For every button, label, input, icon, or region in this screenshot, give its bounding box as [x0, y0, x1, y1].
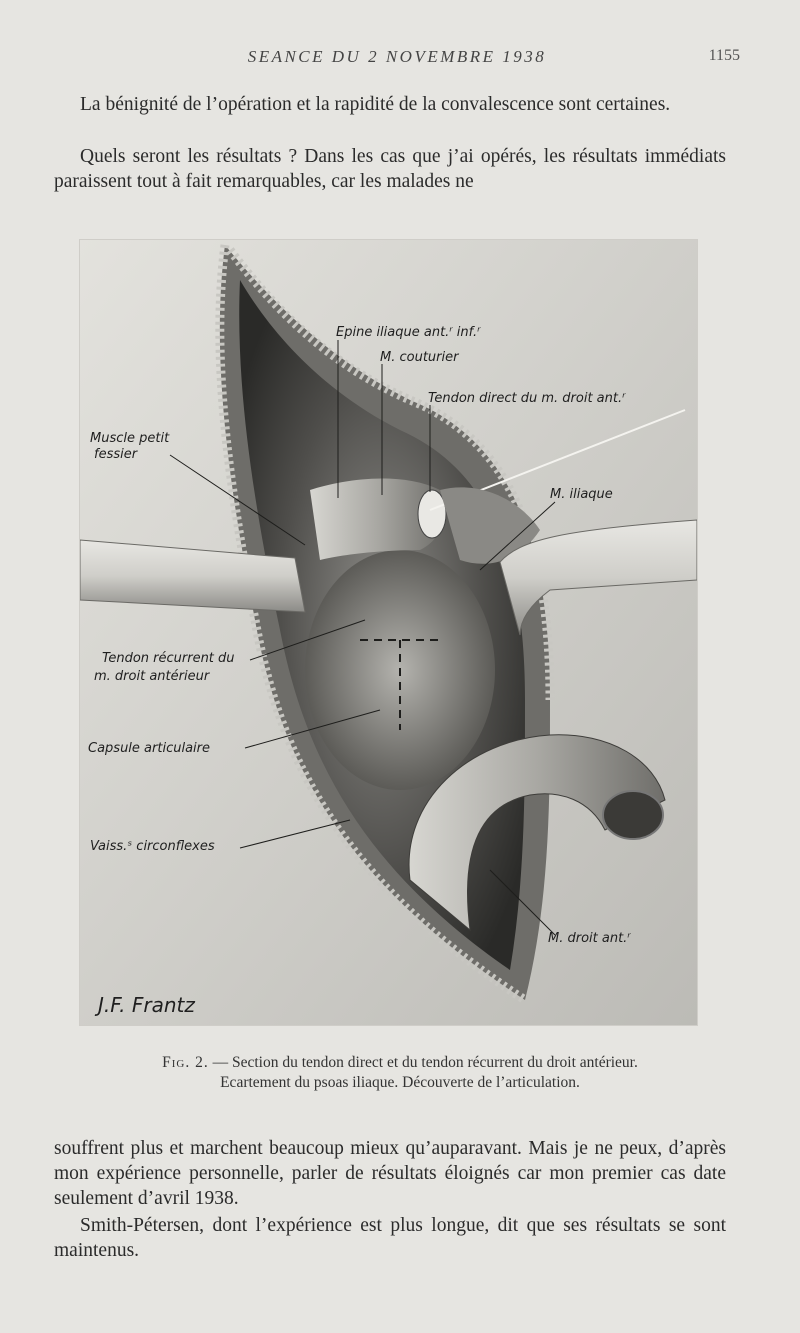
- caption-line-2: Ecartement du psoas iliaque. Découverte de l’articulation.: [220, 1074, 580, 1091]
- label-couturier: M. couturier: [380, 350, 459, 365]
- artist-signature: J.F. Frantz: [98, 993, 195, 1017]
- paragraph-souffrent: souffrent plus et marchent beaucoup mieux qu’auparavant. Mais je ne peux, d’après mon expérience personnelle, parler de résultats éloignés car mon premier cas date seulement d’avril 1938.: [54, 1138, 726, 1209]
- label-muscle-petit-fessier-2: fessier: [94, 447, 138, 462]
- caption-line-1: — Section du tendon direct et du tendon récurrent du droit antérieur.: [212, 1054, 638, 1071]
- label-iliaque: M. iliaque: [550, 487, 613, 502]
- label-tendon-recurrent-2: m. droit antérieur: [94, 669, 210, 684]
- running-head: [54, 47, 740, 71]
- figure-caption: [70, 1053, 730, 1093]
- surgical-drawing: [80, 240, 697, 1025]
- muscle-cut-end: [603, 791, 663, 839]
- label-vaisseaux: Vaiss.ˢ circonflexes: [90, 839, 215, 854]
- paragraph-resultats: Quels seront les résultats ? Dans les cas que j’ai opérés, les résultats immédiats paraissent tout à fait remarquables, car les malades ne: [54, 146, 726, 192]
- anatomical-illustration: [80, 240, 697, 1025]
- page-number: 1155: [708, 47, 740, 64]
- label-droit-ant: M. droit ant.ʳ: [548, 931, 631, 946]
- figure-number: Fig. 2.: [162, 1054, 209, 1071]
- running-title: SEANCE DU 2 NOVEMBRE 1938: [247, 47, 547, 66]
- label-muscle-petit-fessier-1: Muscle petit: [90, 431, 170, 446]
- tendon-stump: [418, 490, 446, 538]
- paragraph-benignite: La bénignité de l’opération et la rapidité de la convalescence sont certaines.: [80, 94, 671, 115]
- label-tendon-recurrent-1: Tendon récurrent du: [102, 651, 235, 666]
- label-capsule: Capsule articulaire: [88, 741, 210, 756]
- label-epine-iliaque: Epine iliaque ant.ʳ inf.ʳ: [336, 325, 481, 340]
- paragraph-smith-petersen: Smith-Pétersen, dont l’expérience est plus longue, dit que ses résultats se sont maintenus.: [54, 1215, 726, 1261]
- label-tendon-direct: Tendon direct du m. droit ant.ʳ: [428, 391, 626, 406]
